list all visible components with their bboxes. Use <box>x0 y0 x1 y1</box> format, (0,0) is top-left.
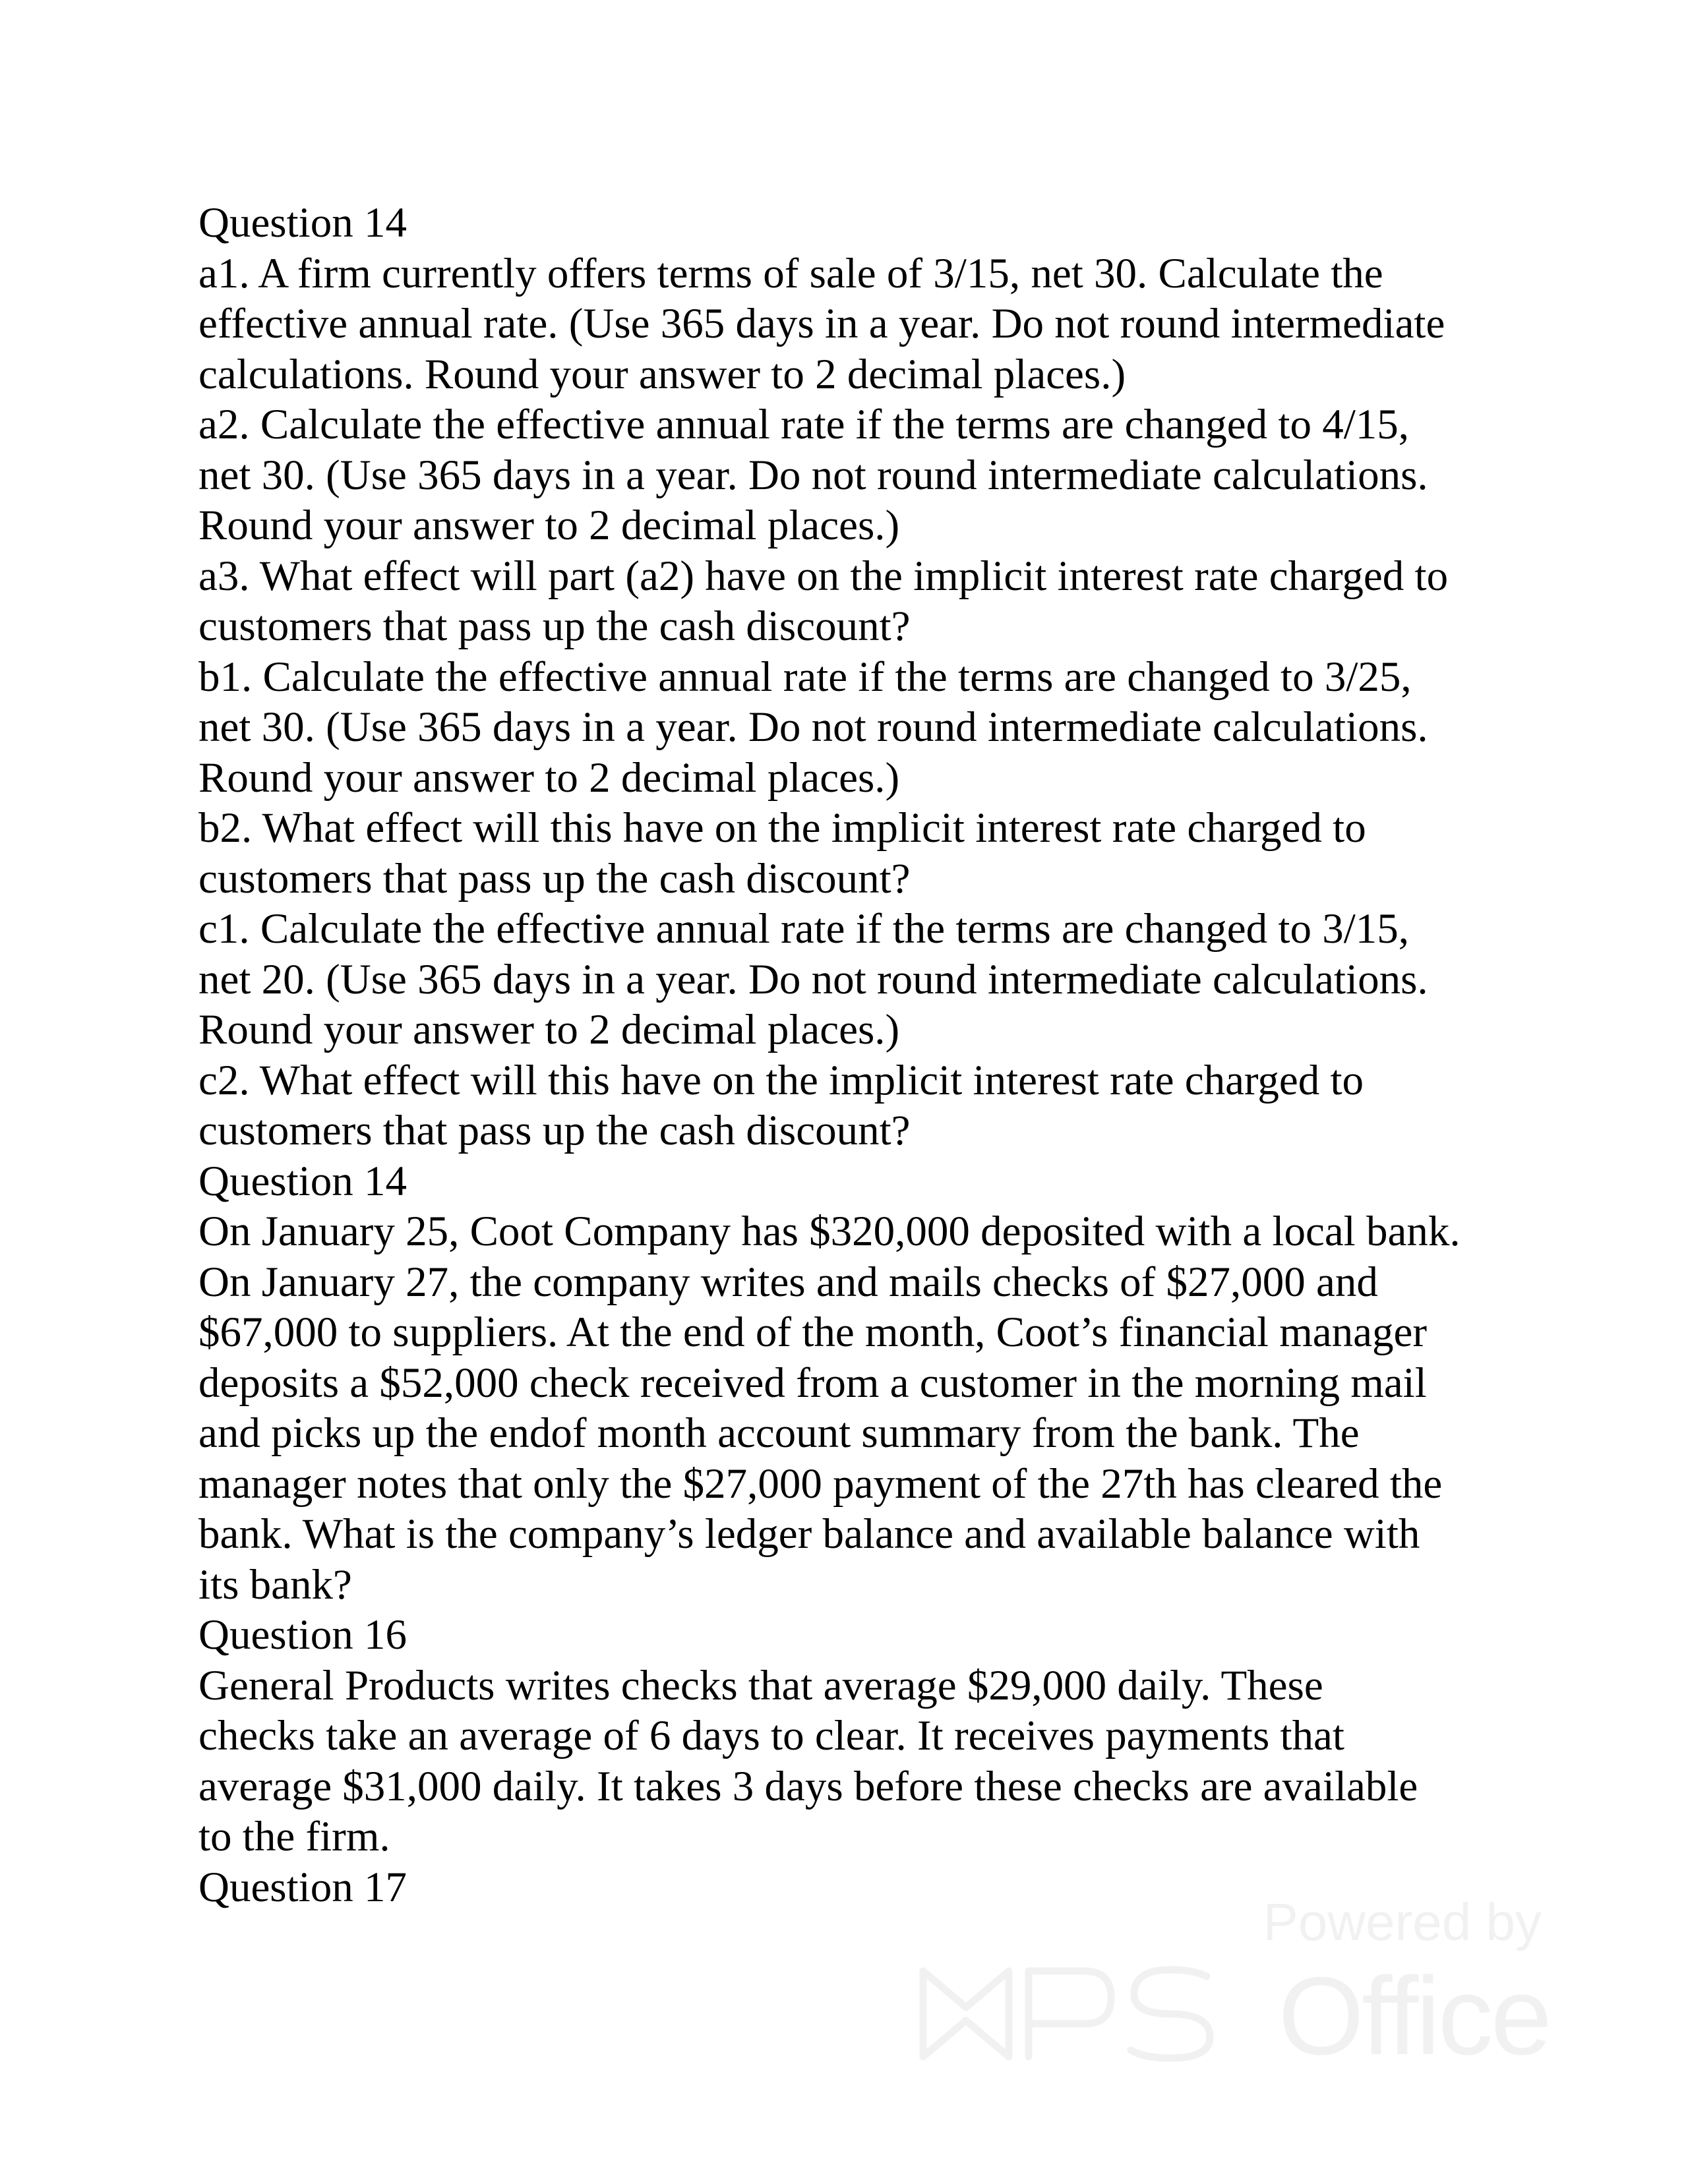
text-line: b2. What effect will this have on the implicit interest rate charged to <box>198 804 1366 852</box>
text-line: a3. What effect will part (a2) have on the implicit interest rate charged to <box>198 552 1449 600</box>
text-line: On January 27, the company writes and mails checks of $27,000 and <box>198 1258 1378 1306</box>
text-line: a1. A firm currently offers terms of sale of 3/15, net 30. Calculate the <box>198 249 1383 297</box>
text-line: c1. Calculate the effective annual rate if the terms are changed to 3/15, <box>198 905 1410 953</box>
text-line: net 30. (Use 365 days in a year. Do not round intermediate calculations. <box>198 703 1428 751</box>
text-line: average $31,000 daily. It takes 3 days before these checks are available <box>198 1762 1418 1810</box>
text-line: c2. What effect will this have on the implicit interest rate charged to <box>198 1056 1364 1104</box>
document-text <box>198 198 1517 1912</box>
text-line: checks take an average of 6 days to clear. It receives payments that <box>198 1712 1344 1759</box>
text-line: customers that pass up the cash discount? <box>198 1107 911 1154</box>
text-line: a2. Calculate the effective annual rate if the terms are changed to 4/15, <box>198 401 1410 448</box>
text-line: Round your answer to 2 decimal places.) <box>198 753 900 802</box>
text-line: Question 14 <box>198 199 407 247</box>
text-line: Round your answer to 2 decimal places.) <box>198 1006 900 1053</box>
text-line: manager notes that only the $27,000 payment of the 27th has cleared the <box>198 1460 1443 1508</box>
wps-office-watermark <box>917 1892 1550 2078</box>
text-line: deposits a $52,000 check received from a customer in the morning mail <box>198 1359 1427 1407</box>
text-line: net 20. (Use 365 days in a year. Do not round intermediate calculations. <box>198 955 1428 1003</box>
watermark-powered-by: Powered by <box>1263 1893 1542 1951</box>
text-line: On January 25, Coot Company has $320,000 deposited with a local bank. <box>198 1208 1461 1255</box>
text-line: Question 17 <box>198 1863 407 1911</box>
text-line: calculations. Round your answer to 2 decimal places.) <box>198 350 1126 398</box>
text-line: Round your answer to 2 decimal places.) <box>198 502 900 549</box>
text-line: Question 16 <box>198 1611 407 1659</box>
text-line: to the firm. <box>198 1813 390 1860</box>
watermark-product: Office <box>1278 1954 1550 2078</box>
text-line: net 30. (Use 365 days in a year. Do not round intermediate calculations. <box>198 451 1428 499</box>
text-line: General Products writes checks that average $29,000 daily. These <box>198 1661 1323 1709</box>
text-line: customers that pass up the cash discount? <box>198 854 911 902</box>
text-line: customers that pass up the cash discount? <box>198 603 911 650</box>
text-line: effective annual rate. (Use 365 days in a year. Do not round intermediate <box>198 300 1445 347</box>
text-line: its bank? <box>198 1560 352 1608</box>
text-line: and picks up the endof month account summary from the bank. The <box>198 1409 1360 1457</box>
text-line: b1. Calculate the effective annual rate if the terms are changed to 3/25, <box>198 653 1412 701</box>
text-line: Question 14 <box>198 1157 407 1205</box>
text-line: $67,000 to suppliers. At the end of the month, Coot’s financial manager <box>198 1309 1428 1356</box>
text-line: bank. What is the company’s ledger balance and available balance with <box>198 1510 1420 1558</box>
